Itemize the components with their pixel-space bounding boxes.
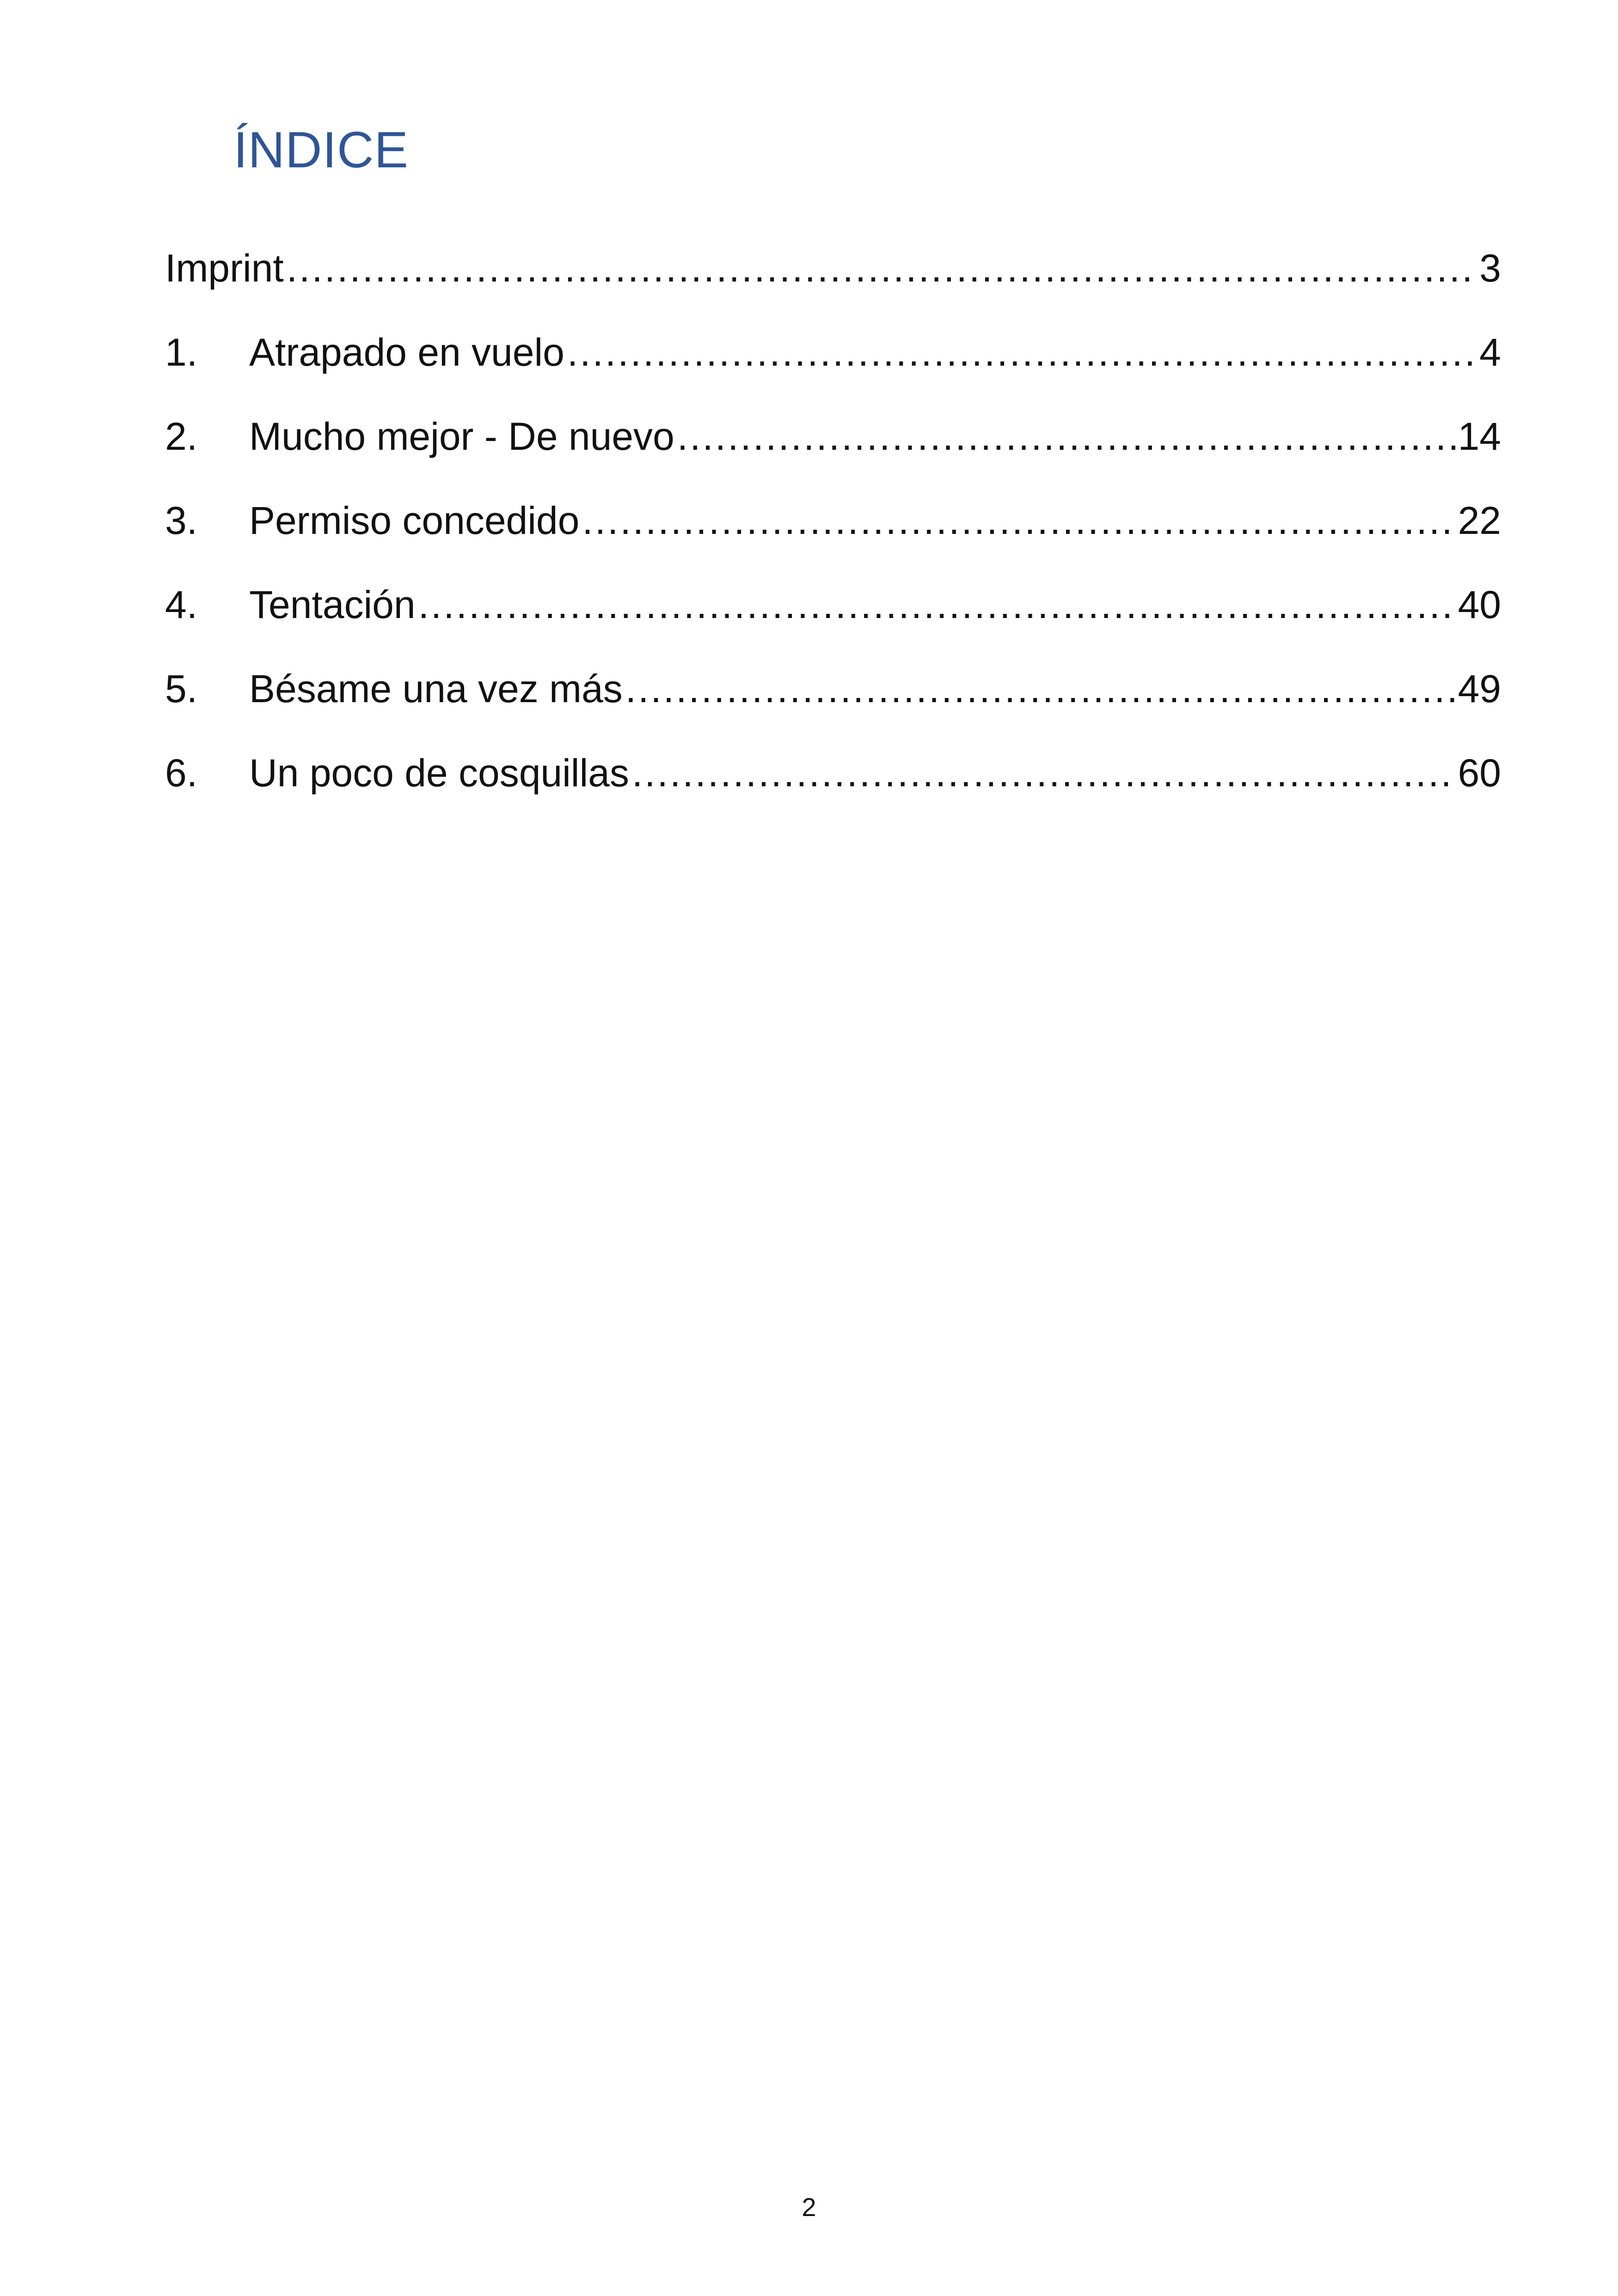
toc-dot-leader xyxy=(625,661,1455,716)
toc-entry-page: 22 xyxy=(1458,499,1501,542)
toc-entry-page: 4 xyxy=(1479,331,1501,374)
toc-dot-leader xyxy=(418,577,1455,632)
toc-entry-number: 2. xyxy=(165,415,198,458)
toc-entry-title: Un poco de cosquillas xyxy=(249,751,629,795)
toc-entry-chapter-5[interactable] xyxy=(165,661,1501,745)
toc-dot-leader xyxy=(677,409,1455,464)
toc-dot-leader xyxy=(632,745,1455,801)
toc-entry-chapter-2[interactable] xyxy=(165,409,1501,493)
toc-entry-page: 40 xyxy=(1458,583,1501,626)
toc-entry-page: 3 xyxy=(1479,246,1501,290)
toc-entry-page: 49 xyxy=(1458,667,1501,710)
toc-entry-chapter-1[interactable] xyxy=(165,325,1501,409)
toc-entry-number: 4. xyxy=(165,583,198,626)
toc-dot-leader xyxy=(567,325,1477,380)
toc-entry-title: Imprint xyxy=(165,246,284,290)
toc-heading: ÍNDICE xyxy=(233,122,409,178)
toc-entry-imprint[interactable] xyxy=(165,240,1501,325)
toc-entry-title: Atrapado en vuelo xyxy=(249,331,564,374)
toc-entry-number: 1. xyxy=(165,331,198,374)
toc-dot-leader xyxy=(287,240,1477,296)
toc-entry-chapter-4[interactable] xyxy=(165,577,1501,661)
table-of-contents xyxy=(165,240,1501,829)
toc-entry-chapter-3[interactable] xyxy=(165,493,1501,577)
toc-entry-chapter-6[interactable] xyxy=(165,745,1501,829)
toc-entry-title: Tentación xyxy=(249,583,416,626)
toc-entry-title: Mucho mejor - De nuevo xyxy=(249,415,674,458)
toc-entry-page: 14 xyxy=(1458,415,1501,458)
footer-page-number: 2 xyxy=(802,2192,816,2222)
toc-entry-number: 6. xyxy=(165,751,198,795)
toc-entry-page: 60 xyxy=(1458,751,1501,795)
toc-entry-title: Bésame una vez más xyxy=(249,667,623,710)
toc-dot-leader xyxy=(582,493,1455,548)
toc-entry-number: 3. xyxy=(165,499,198,542)
toc-entry-title: Permiso concedido xyxy=(249,499,580,542)
toc-entry-number: 5. xyxy=(165,667,198,710)
